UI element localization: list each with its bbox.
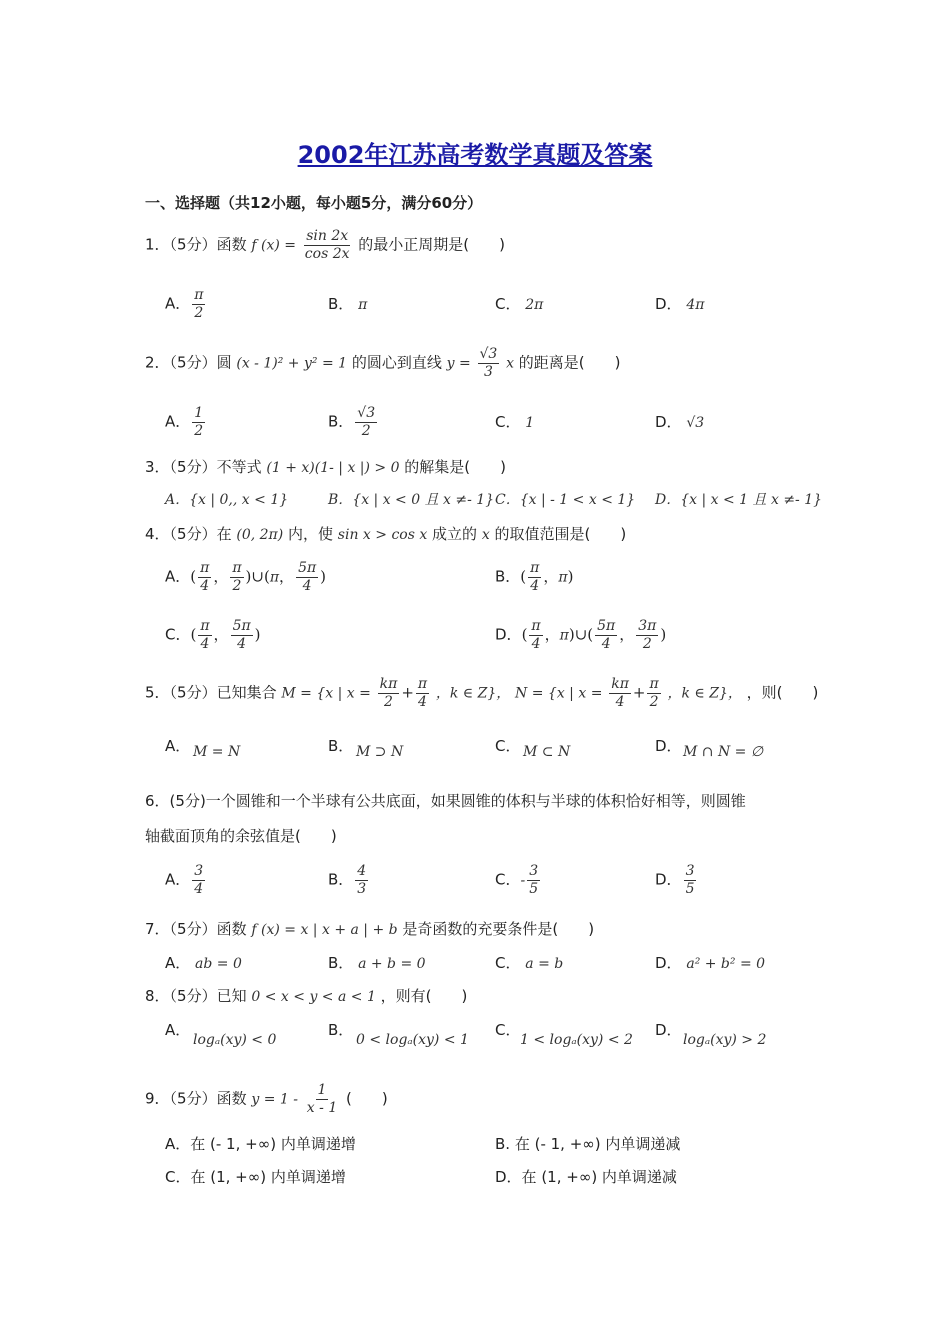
question-7: 7．（5分）函数 f (x) = x | x + a | + b 是奇函数的充要条件是( ) [145, 920, 595, 938]
option-d: D． √3 [655, 413, 705, 431]
question-6-line-2: 轴截面顶角的余弦值是( ) [145, 827, 337, 845]
option-c: C． 2π [495, 295, 544, 313]
question-9: 9．（5分）函数 y = 1 - $\frac{1}{x - 1}$ ( ) [145, 1082, 388, 1116]
option-d: D． $\frac{3}{5}$ [655, 863, 695, 897]
option-b: B． π [328, 295, 368, 313]
option-b: B． [328, 737, 354, 755]
question-5: 5．（5分）已知集合 M = {x | x = $\frac{k\pi}{2}$ + $\frac{\pi}{4}$ ，k ∈ Z}， N = {x | x = $\frac{k\pi}{4}$ + $\frac{\pi}{2}$ ，k ∈ Z}， ，则( ) [145, 676, 819, 710]
option-a: A． $\frac{3}{4}$ [165, 863, 204, 897]
option-a: A．在 (- 1, +∞) 内单调递增 [165, 1135, 356, 1153]
question-2: 2．（5分）圆 (x - 1)² + y² = 1 的圆心到直线 y = $\frac{√3}{3}$ x 的距离是( ) [145, 346, 621, 380]
option-c: C． [495, 1021, 521, 1039]
option-d: D． [655, 1021, 682, 1039]
option-a: A．( $\frac{\pi}{4}$ ， $\frac{\pi}{2}$ )∪(π， $\frac{5\pi}{4}$ ) [165, 560, 327, 594]
option-b: B． a + b = 0 [328, 954, 426, 972]
option-b-expr: M ⊃ N [356, 744, 404, 760]
question-1: 1．（5分）函数 f (x) = $\frac{\sin 2x}{\cos 2x}$ 的最小正周期是( ) [145, 228, 506, 262]
fraction: $\frac{\sin 2x}{\cos 2x}$ [304, 228, 350, 262]
option-a-expr: logₐ(xy) < 0 [193, 1032, 277, 1048]
option-b: B． $\frac{√3}{2}$ [328, 405, 376, 439]
option-d: D． 4π [655, 295, 705, 313]
option-d: D． a² + b² = 0 [655, 954, 766, 972]
option-d: D．{x | x < 1 且 x ≠- 1} [655, 492, 823, 508]
option-c: C．( $\frac{\pi}{4}$ ， $\frac{5\pi}{4}$ ) [165, 618, 261, 652]
option-a: A． [165, 737, 191, 755]
option-d: D．在 (1, +∞) 内单调递减 [495, 1168, 677, 1186]
question-4: 4．（5分）在 (0, 2π) 内，使 sin x > cos x 成立的 x 的取值范围是( ) [145, 525, 627, 543]
option-b: B． $\frac{4}{3}$ [328, 863, 367, 897]
section-heading: 一、选择题（共12小题，每小题5分，满分60分） [145, 194, 483, 212]
page-title: 2002年江苏高考数学真题及答案 [297, 141, 653, 169]
option-d: D．( $\frac{\pi}{4}$ ，π)∪( $\frac{5\pi}{4}$ ， $\frac{3\pi}{2}$ ) [495, 618, 667, 652]
option-c: C． a = b [495, 954, 564, 972]
question-8: 8．（5分）已知 0 < x < y < a < 1 ，则有( ) [145, 987, 468, 1005]
option-d: D． [655, 737, 682, 755]
option-d-expr: M ∩ N = ∅ [683, 744, 764, 760]
option-b: B． [328, 1021, 354, 1039]
option-b: B．{x | x < 0 且 x ≠- 1} [328, 492, 495, 508]
option-c: C． [495, 737, 521, 755]
option-c-expr: 1 < logₐ(xy) < 2 [520, 1032, 633, 1048]
question-3: 3．（5分）不等式 (1 + x)(1- | x |) > 0 的解集是( ) [145, 458, 507, 476]
option-b: B．( $\frac{\pi}{4}$ ，π) [495, 560, 574, 594]
question-6-line-1: 6．(5分)一个圆锥和一个半球有公共底面，如果圆锥的体积与半球的体积恰好相等，则圆锥 [145, 792, 746, 810]
option-c-expr: M ⊂ N [523, 744, 571, 760]
option-b: B. 在 (- 1, +∞) 内单调递减 [495, 1135, 681, 1153]
option-a: A． [165, 1021, 191, 1039]
option-c: C．在 (1, +∞) 内单调递增 [165, 1168, 346, 1186]
option-c: C．{x | - 1 < x < 1} [495, 492, 636, 508]
option-a-expr: M = N [193, 744, 241, 760]
option-d-expr: logₐ(xy) > 2 [683, 1032, 767, 1048]
option-b-expr: 0 < logₐ(xy) < 1 [356, 1032, 469, 1048]
option-a: A． ab = 0 [165, 954, 242, 972]
option-c: C． 1 [495, 413, 535, 431]
option-a: A． $\frac{1}{2}$ [165, 405, 204, 439]
option-c: C．- $\frac{3}{5}$ [495, 863, 539, 897]
option-a: A． $\frac{\pi}{2}$ [165, 287, 204, 321]
option-a: A．{x | 0,, x < 1} [165, 492, 289, 508]
